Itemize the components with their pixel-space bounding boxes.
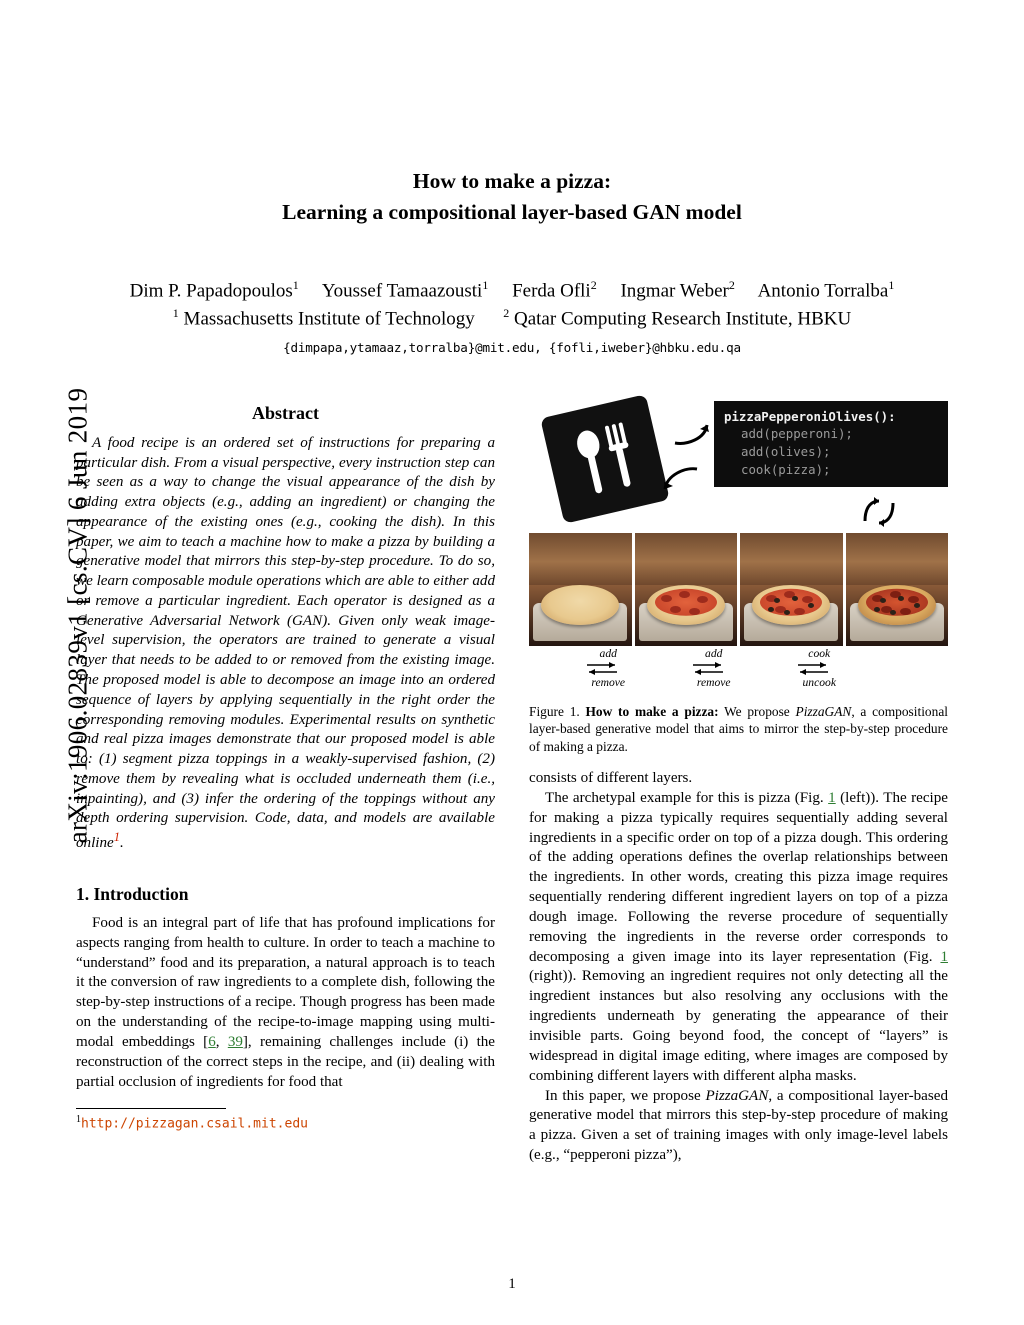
figure-image-cooked [846,533,949,646]
figure-ref-1a[interactable]: 1 [828,789,836,806]
right-p1-a: The archetypal example for this is pizza (Fig. [545,789,829,806]
author-3-sup: 2 [590,278,597,293]
figure-image-dough [529,533,632,646]
affil-2: Qatar Computing Research Institute, HBKU [514,308,852,330]
author-emails [76,340,948,357]
citation-6[interactable]: 6 [208,1033,216,1050]
figure-image-strip [529,533,948,646]
cite-separator: , [215,1033,228,1050]
paper-page [76,0,948,1325]
code-snippet [714,401,948,487]
right-p2-a: In this paper, we propose [545,1087,706,1104]
figure-caption [529,703,948,755]
abstract-period: . [120,835,124,852]
code-line-1: add(pepperoni); [741,426,853,442]
label-add-1: add [599,646,617,660]
intro-part-b: ], remaining challenges include (i) the reconstruction of the correct steps in the recipe, and (ii) dealing with partial occlusion of ingredients for food that [76,1033,496,1090]
figure-step-labels [529,647,948,691]
author-2-sup: 1 [482,278,489,293]
author-1-sup: 1 [292,278,299,293]
author-4-sup: 2 [728,278,735,293]
arrow-left-curve-icon [657,463,703,499]
footnote-divider [76,1108,226,1109]
bidirectional-arrow-icon-2 [691,661,725,675]
arxiv-stamp: arXiv:1906.02839v1 [cs.CV] 6 Jun 2019 [62,387,93,844]
figure-diagram-top [529,401,948,531]
figure-step-label-group-4 [846,647,949,691]
left-column [76,385,495,1166]
figure-1 [529,401,948,755]
right-paragraph-0: consists of different layers. [529,770,693,787]
code-line-2: add(olives); [741,444,831,459]
footnote-url-link[interactable]: http://pizzagan.csail.mit.edu [81,1116,308,1132]
author-4: Ingmar Weber [620,280,729,302]
author-3: Ferda Ofli [512,280,591,302]
author-2: Youssef Tamaazousti [321,280,483,302]
figure-caption-bold: How to make a pizza: [585,703,719,719]
abstract-footnote-marker: 1 [113,830,121,845]
figure-step-label-group-2 [635,647,738,691]
figure-step-label-group-1 [529,647,632,691]
recipe-card-icon [540,394,670,524]
figure-step-label-group-3 [740,647,843,691]
citation-39[interactable]: 39 [227,1033,243,1050]
utensils-icon [540,394,670,524]
label-uncook: uncook [802,675,836,689]
figure-image-pepperoni [635,533,738,646]
abstract-heading: Abstract [252,402,319,423]
code-line-3: cook(pizza); [741,461,831,477]
author-list [76,277,948,305]
footnote-sup: 1 [76,1114,81,1126]
affiliation-list [76,305,948,333]
abstract-body: A food recipe is an ordered set of instructions for preparing a particular dish. From a visual perspective, every instruction step can be seen as a way to change the visual appearance of the dish by adding extra objects (e.g., adding an ingredient) or changing the appearance of the existing ones (e.g., cooking the dish). In this paper, we aim to teach a machine how to make a pizza by building a generative model that mirrors this step-by-step procedure. To do so, we learn composable module operations which are able to either add or remove a particular ingredient. Each operator is designed as a Generative Adversarial Network (GAN). Given only weak image-level supervision, the operators are trained to generate a visual layer that needs to be added to or removed from the existing image. The proposed model is able to decompose an image into an ordered sequence of layers by applying sequentially in the right order the corresponding removing modules. Experimental results on synthetic and real pizza images demonstrate that our proposed model is able to: (1) segment pizza toppings in a weakly-supervised fashion, (2) remove them by revealing what is occluded underneath them (i.e., inpainting), and (3) infer the ordering of the toppings without any depth ordering supervision. Code, data, and models are available online [76,434,495,852]
label-remove-2: remove [696,675,731,689]
affil-1-sup: 1 [172,305,179,320]
right-paragraph-1 [529,789,948,1087]
bidirectional-arrow-icon-1 [585,661,619,675]
intro-part-a: Food is an integral part of life that has profound implications for aspects ranging from health to culture. In order to teach a machine to “understand” food and its preparation, a natural approach is to teach it the conversion of raw ingredients to a complete dish, following the step-by-step instructions of a recipe. Though progress has been made on the understanding of the recipe-to-image mapping using multi-modal embeddings [ [76,914,495,1050]
right-p2-italic: PizzaGAN [705,1087,769,1104]
figure-caption-italic: PizzaGAN [795,703,852,719]
affil-2-sup: 2 [503,305,510,320]
right-p2-b: , a compositional layer-based generative model that mirrors this step-by-step procedure of making a pizza. Given a set of training images with only image-level labels (e.g., “pepperoni pizza”), [529,1087,948,1164]
author-5: Antonio Torralba [757,280,889,302]
figure-caption-b: , a compositional layer-based generative model that aims to mirror the step-by-step procedure of making a pizza. [529,703,948,754]
title-line-2: Learning a compositional layer-based GAN model [282,199,742,224]
right-column [529,385,948,1166]
label-add-2: add [705,646,723,660]
figure-caption-number: Figure 1. [529,703,580,719]
bidirectional-arrow-icon-3 [796,661,830,675]
label-remove-1: remove [591,675,626,689]
title-line-1: How to make a pizza: [412,169,612,193]
figure-ref-1b[interactable]: 1 [940,948,948,965]
arrow-right-curve-icon [671,415,713,449]
intro-paragraph-1 [76,914,495,1093]
label-cook: cook [808,646,831,660]
page-number: 1 [508,1276,516,1292]
emails-text: {dimpapa,ytamaaz,torralba}@mit.edu, {fofli,iweber}@hbku.edu.qa [283,339,741,355]
section-heading-introduction: 1. Introduction [76,883,189,904]
right-p1-c: (right)). Removing an ingredient requires not only detecting all the ingredient instances but also resolving any occlusions with the ingredients underneath by generating the appearance of their invisible parts. Going beyond food, the concept of “layers” is widespread in digital image editing, where images are composed by combining different layers with different alpha masks. [529,968,948,1084]
affil-1: Massachusetts Institute of Technology [183,308,475,330]
right-paragraph-2 [529,1087,948,1166]
right-p1-b: (left)). The recipe for making a pizza typically requires sequentially adding several ingredients in a specific order on top of a pizza dough. This ordering of the adding operations defines the overlap relationships between the ingredients. In other words, creating this pizza image requires sequentially rendering different ingredient layers on top of a pizza dough image. Following the reverse procedure of sequentially removing the ingredients in the reverse order corresponds to decomposing a given image into its layer representation (Fig. [529,789,948,965]
figure-caption-a: We propose [718,703,796,719]
code-function-name: pizzaPepperoniOlives(): [724,408,896,424]
double-arrow-icon [859,497,899,527]
figure-image-olives [740,533,843,646]
footnote-1 [76,1114,495,1131]
page-title [76,166,948,227]
author-5-sup: 1 [888,278,895,293]
author-1: Dim P. Papadopoulos [129,280,293,302]
abstract-text [76,434,495,854]
